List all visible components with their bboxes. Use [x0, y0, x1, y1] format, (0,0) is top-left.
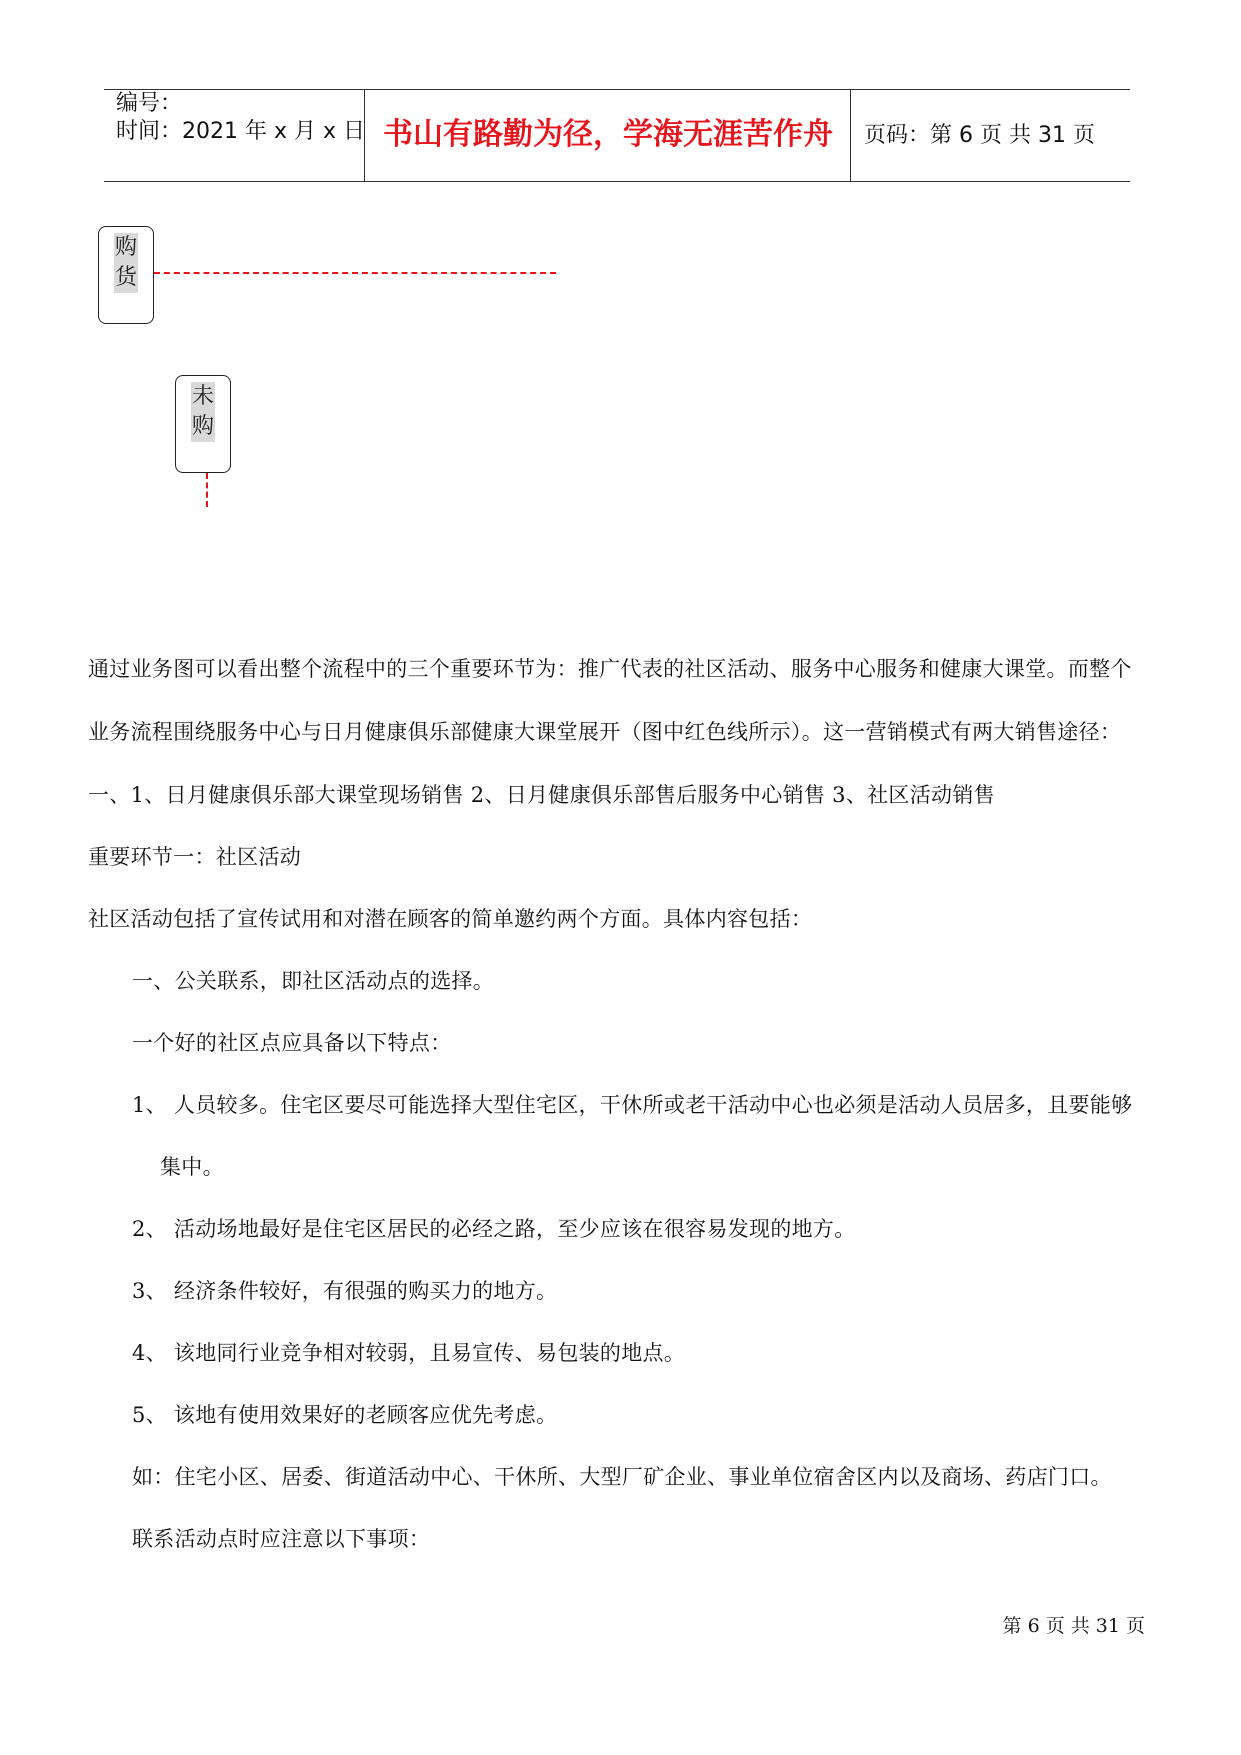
header-page-label: 页码：第 6 页 共 31 页	[864, 123, 1095, 148]
body-list-item-2: 2、 活动场地最好是住宅区居民的必经之路，至少应该在很容易发现的地方。	[132, 1217, 856, 1241]
header-bottom-rule	[104, 181, 1130, 182]
body-paragraph-5: 社区活动包括了宣传试用和对潜在顾客的简单邀约两个方面。具体内容包括：	[88, 907, 813, 931]
body-list-item-1-continued: 集中。	[160, 1155, 224, 1179]
flow-connector-red-horizontal	[154, 272, 556, 274]
body-paragraph-2: 业务流程围绕服务中心与日月健康俱乐部健康大课堂展开（图中红色线所示）。这一营销模式有两大销售途径：	[88, 720, 1122, 744]
flow-connector-red-vertical	[206, 473, 208, 507]
body-list-item-1: 1、 人员较多。住宅区要尽可能选择大型住宅区，干休所或老干活动中心也必须是活动人员居多，且要能够	[132, 1093, 1133, 1117]
header-motto: 书山有路勤为径，学海无涯苦作舟	[383, 117, 833, 152]
flow-box-not-purchased-char-1: 未	[191, 382, 215, 412]
body-item-features-intro: 一个好的社区点应具备以下特点：	[132, 1031, 452, 1055]
body-paragraph-3: 一、1、日月健康俱乐部大课堂现场销售 2、日月健康俱乐部售后服务中心销售 3、社区活动销售	[88, 783, 995, 807]
body-list-item-4: 4、 该地同行业竞争相对较弱，且易宣传、易包装的地点。	[132, 1341, 686, 1365]
flow-box-not-purchased-char-2: 购	[191, 412, 215, 442]
header-top-rule	[104, 89, 1130, 90]
header-divider-right	[850, 89, 851, 181]
header-number-label: 编号：	[116, 91, 183, 116]
flow-box-purchased	[98, 226, 154, 324]
body-list-item-5: 5、 该地有使用效果好的老顾客应优先考虑。	[132, 1403, 558, 1427]
body-item-public-relations: 一、公关联系，即社区活动点的选择。	[132, 969, 495, 993]
flow-box-purchased-char-2: 货	[114, 263, 138, 293]
flow-box-purchased-char-1: 购	[114, 233, 138, 263]
body-notice-intro: 联系活动点时应注意以下事项：	[132, 1527, 431, 1551]
footer-page-number: 第 6 页 共 31 页	[1002, 1615, 1145, 1637]
body-paragraph-1: 通过业务图可以看出整个流程中的三个重要环节为：推广代表的社区活动、服务中心服务和健康大课堂。而整个	[88, 657, 1132, 681]
body-list-item-3: 3、 经济条件较好，有很强的购买力的地方。	[132, 1279, 558, 1303]
header-time-label: 时间：2021 年 x 月 x 日	[116, 119, 365, 144]
body-heading-section-1: 重要环节一：社区活动	[88, 845, 301, 869]
flow-box-not-purchased	[175, 375, 231, 473]
body-example-locations: 如：住宅小区、居委、街道活动中心、干休所、大型厂矿企业、事业单位宿舍区内以及商场、药店门口。	[132, 1465, 1112, 1489]
